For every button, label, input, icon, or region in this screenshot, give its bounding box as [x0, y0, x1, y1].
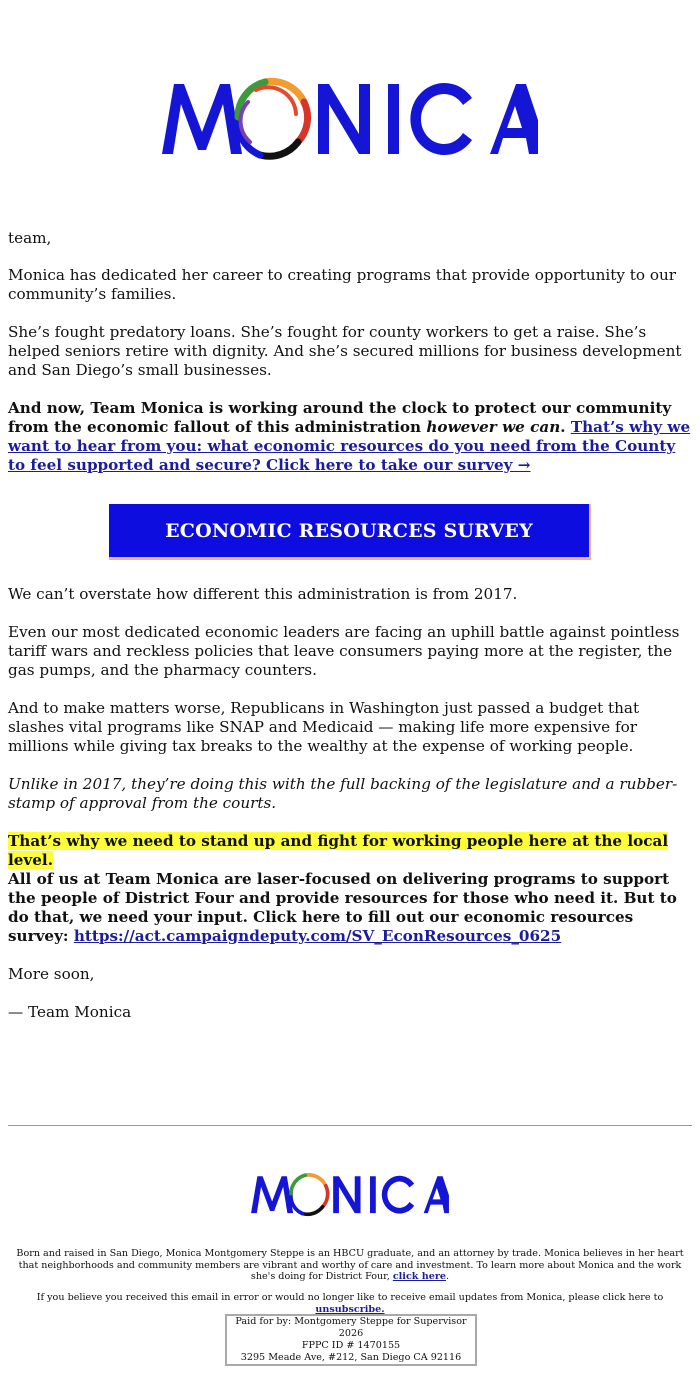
paragraph-team-working	[8, 399, 692, 475]
footer-unsub-text: If you believe you received this email in error or would no longer like to receive email updates from Monica, please click here to	[36, 1292, 664, 1303]
paragraph-bold-text-end: .	[560, 418, 571, 436]
paragraph-bold-text: And now, Team Monica is working around the clock to protect our community from the economic fallout of this administration	[8, 399, 672, 436]
paragraph-career: Monica has dedicated her career to creating programs that provide opportunity to our community’s families.	[8, 266, 677, 303]
paid-for-line: Paid for by: Montgomery Steppe for Supervisor 2026	[235, 1316, 467, 1339]
paragraph-tariffs: Even our most dedicated economic leaders are facing an uphill battle against pointless tariff wars and reckless policies that leave consumers paying more at the register, the gas pumps, and the pharmacy counters.	[8, 623, 680, 679]
signoff-team: — Team Monica	[8, 1003, 132, 1021]
signoff-more-soon: More soon,	[8, 965, 95, 983]
paragraph-italic-text: Unlike in 2017, they’re doing this with the full backing of the legislature and a rubber-stamp of approval from the courts.	[8, 775, 678, 812]
cta-bold-text: All of us at Team Monica are laser-focused on delivering programs to support the people of District Four and provide resources for those who need it. But to do that, we need your input. Click here to fill out our economic resources survey:	[8, 870, 677, 945]
footer-learn-more-link[interactable]: click here	[392, 1271, 447, 1282]
footer-divider	[8, 1125, 692, 1126]
monica-footer-logo	[250, 1162, 450, 1220]
monica-logo	[160, 62, 540, 162]
paragraph-bold-italic: however we can	[426, 418, 561, 436]
footer-bio-end: .	[446, 1271, 450, 1282]
paragraph-budget: And to make matters worse, Republicans in Washington just passed a budget that slashes vital programs like SNAP and Medicaid — making life more expensive for millions while giving tax breaks to the wealthy at the expense of working people.	[8, 699, 640, 755]
paragraph-highlight	[8, 832, 692, 870]
survey-url-link[interactable]: https://act.campaigndeputy.com/SV_EconResources_0625	[73, 927, 562, 945]
footer-unsubscribe	[8, 1292, 692, 1315]
paragraph-call-to-action	[8, 870, 692, 946]
paragraph-administration: We can’t overstate how different this administration is from 2017.	[8, 585, 518, 603]
paragraph-italic	[8, 775, 692, 813]
economic-resources-survey-button[interactable]: ECONOMIC RESOURCES SURVEY	[109, 504, 591, 560]
address-line: 3295 Meade Ave, #212, San Diego CA 92116	[240, 1352, 462, 1363]
fppc-id-line: FPPC ID # 1470155	[301, 1340, 401, 1351]
survey-inline-link[interactable]: That’s why we want to hear from you: what economic resources do you need from the County to feel supported and secure? Click here to take our survey →	[8, 418, 691, 474]
footer-bio	[8, 1248, 692, 1283]
unsubscribe-link[interactable]: unsubscribe.	[315, 1303, 385, 1315]
paid-for-box	[225, 1314, 477, 1366]
highlighted-text: That’s why we need to stand up and fight for working people here at the local level.	[8, 832, 669, 869]
paragraph-accomplishments: She’s fought predatory loans. She’s fought for county workers to get a raise. She’s helped seniors retire with dignity. And she’s secured millions for business development and San Diego’s small businesses.	[8, 323, 682, 379]
footer-bio-text: Born and raised in San Diego, Monica Montgomery Steppe is an HBCU graduate, and an attorney by trade. Monica believes in her heart that neighborhoods and community members are vibrant and worthy of care and investment. To learn more about Monica and the work she's doing for District Four,	[16, 1248, 684, 1282]
greeting: team,	[8, 229, 52, 247]
